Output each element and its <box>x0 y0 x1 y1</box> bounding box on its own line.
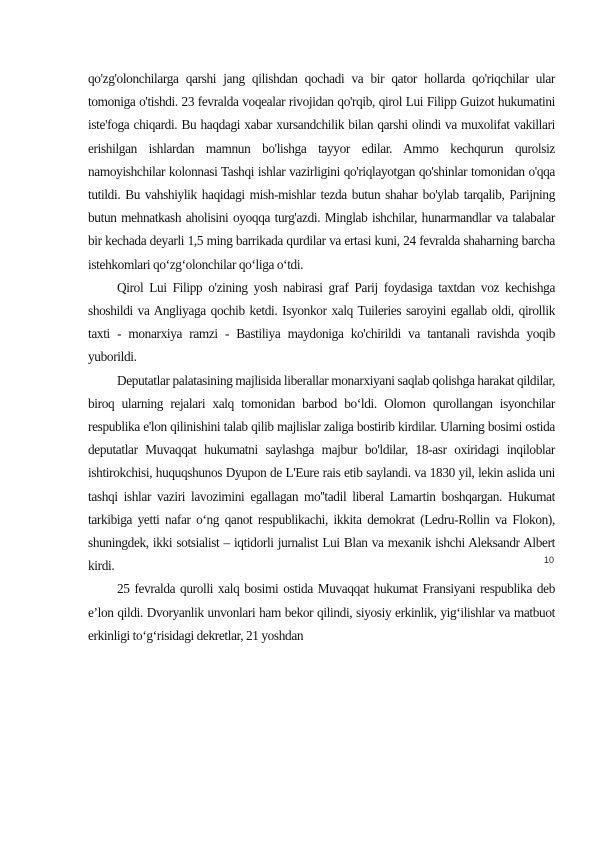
body-text <box>88 67 555 647</box>
paragraph-continuation: qo'zg'olonchilarga qarshi jang qilishdan qochadi va bir qator hollarda qo'riqchilar ular tomoniga o'tishdi. 23 fevralda voqealar rivojidan qo'rqib, qirol Lui Filipp Guizot hukumatini iste'foga chiqardi. Bu haqdagi xabar xursandchilik bilan qarshi olindi va muxolifat vakillari erishilgan ishlardan mamnun bo'lishga tayyor edilar. Ammo kechqurun qurolsiz namoyishchilar kolonnasi Tashqi ishlar vazirligini qo'riqlayotgan qo'shinlar tomonidan o'qqa tutildi. Bu vahshiylik haqidagi mish-mishlar tezda butun shahar bo'ylab tarqalib, Parijning butun mehnatkash aholisini oyoqqa turg'azdi. Minglab ishchilar, hunarmandlar va talabalar bir kechada deyarli 1,5 ming barrikada qurdilar va ertasi kuni, 24 fevralda shaharning barcha istehkomlari qo‘zg‘olonchilar qo‘liga o‘tdi. <box>88 71 555 272</box>
paragraph-chamber-of-deputies: Deputatlar palatasining majlisida liberallar monarxiyani saqlab qolishga harakat qildilar, biroq ularning rejalari xalq tomonidan barbod bo‘ldi. Olomon qurollangan isyonchilar respublika e'lon qilinishini talab qilib majlislar zaliga bostirib kirdilar. Ularning bosimi ostida deputatlar Muvaqqat hukumatni saylashga majbur bo'ldilar, 18-asr oxiridagi inqiloblar ishtirokchisi, huquqshunos Dyupon de L'Eure rais etib saylandi. va 1830 yil, lekin aslida uni tashqi ishlar vaziri lavozimini egallagan mo''tadil liberal Lamartin boshqargan. Hukumat tarkibiga yetti nafar o‘ng qanot respublikachi, ikkita demokrat (Ledru-Rollin va Flokon), shuningdek, ikki sotsialist – iqtidorli jurnalist Lui Blan va mexanik ishchi Aleksandr Albert kirdi. <box>88 372 555 574</box>
paragraph-republic-proclaimed: 25 fevralda qurolli xalq bosimi ostida Muvaqqat hukumat Fransiyani respublika deb e’lon qildi. Dvoryanlik unvonlari ham bekor qilindi, siyosiy erkinlik, yig‘ilishlar va matbuot erkinligi to‘g‘risidagi dekretlar, 21 yoshdan <box>88 581 555 643</box>
page-number: 10 <box>543 555 554 565</box>
paragraph-king-abdication: Qirol Lui Filipp o'zining yosh nabirasi graf Parij foydasiga taxtdan voz kechishga shoshildi va Angliyaga qochib ketdi. Isyonkor xalq Tuileries saroyini egallab oldi, qirollik taxti - monarxiya ramzi - Bastiliya maydoniga ko'chirildi va tantanali ravishda yoqib yuborildi. <box>88 279 555 365</box>
